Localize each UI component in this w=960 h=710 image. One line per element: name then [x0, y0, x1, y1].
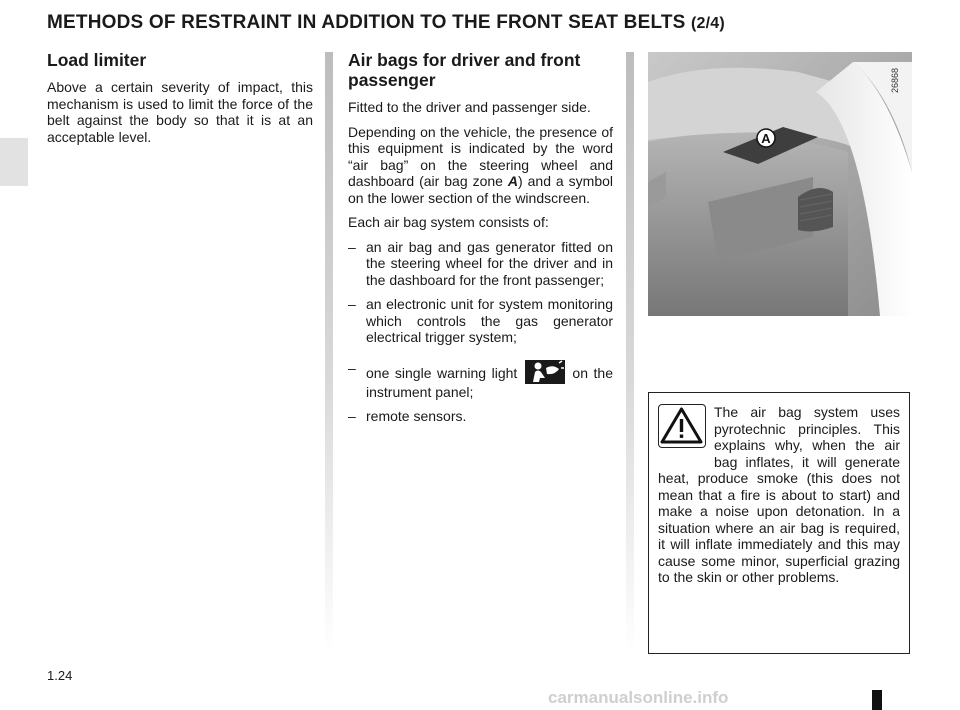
photo-reference-number: 26868 — [890, 68, 900, 94]
dash: – — [348, 296, 356, 312]
page-title — [47, 12, 725, 34]
airbags-intro: Fitted to the driver and passenger side. — [348, 99, 591, 115]
load-limiter-heading: Load limiter — [47, 50, 147, 70]
dash: – — [348, 359, 356, 376]
column-divider — [325, 52, 333, 652]
airbags-consists: Each air bag system consists of: — [348, 214, 549, 230]
warning-light-text-start: one single warning light — [366, 364, 518, 381]
page-number: 1.24 — [47, 668, 73, 683]
section-tab — [0, 138, 28, 186]
airbag-warning-light-icon — [525, 360, 565, 384]
component-list — [348, 239, 613, 425]
load-limiter-section — [47, 50, 313, 153]
presence-text-end: ) and a symbol on the lower section of the windscreen. — [348, 173, 613, 206]
column-divider — [626, 52, 634, 652]
list-item — [348, 239, 613, 289]
dashboard-illustration — [648, 52, 912, 316]
list-item — [348, 360, 613, 401]
dash: – — [348, 238, 356, 255]
list-item-text: remote sensors. — [366, 408, 467, 424]
warning-light-text-end: on the instrument panel; — [366, 364, 614, 400]
title-part: (2/4) — [691, 15, 725, 32]
warning-box — [648, 392, 910, 654]
airbags-heading: Air bags for driver and front passenger — [348, 50, 581, 90]
watermark: carmanualsonline.info — [548, 688, 729, 707]
load-limiter-text: Above a certain severity of impact, this mechanism is used to limit the force of the belt against the body so that it is at an acceptable level. — [47, 79, 313, 145]
dashboard-photo — [648, 52, 912, 316]
dash: – — [348, 408, 356, 424]
title-text: METHODS OF RESTRAINT IN ADDITION TO THE FRONT SEAT BELTS — [47, 12, 686, 33]
warning-text: The air bag system uses pyrotechnic principles. This explains why, when the air bag inflates, it will generate heat, produce smoke (this does not mean that a fire is about to start) and make a noise upon detonation. In a situation where an air bag is required, it will inflate immediately and this may cause some minor, superficial grazing to the skin or other problems. — [658, 404, 900, 585]
warning-text-block — [658, 404, 900, 586]
page-marker — [872, 690, 882, 710]
presence-text-start: Depending on the vehicle, the presence of this equipment is indicated by the word “air bag” on the steering wheel and dashboard (air bag zone — [348, 123, 613, 189]
airbags-presence-text — [348, 124, 613, 207]
zone-label: A — [507, 173, 519, 189]
photo-callout-label: A — [761, 131, 771, 146]
list-item — [348, 408, 613, 425]
list-item-text: an air bag and gas generator fitted on the steering wheel for the driver and in the dashboard for the front passenger; — [366, 238, 613, 288]
list-item-text: an electronic unit for system monitoring which controls the gas generator electrical trigger system; — [366, 296, 613, 345]
list-item — [348, 296, 613, 346]
airbags-section — [348, 50, 613, 433]
